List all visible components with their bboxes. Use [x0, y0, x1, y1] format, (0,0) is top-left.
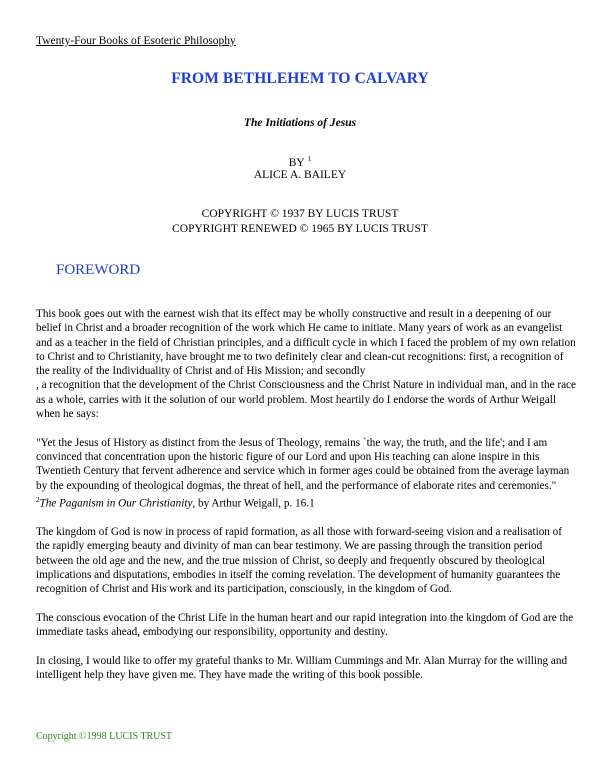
author-name: ALICE A. BAILEY	[253, 169, 347, 181]
quote-attribution: , by Arthur Weigall, p. 16.1	[192, 497, 315, 510]
copyright-line-2: COPYRIGHT RENEWED © 1965 BY LUCIS TRUST	[172, 223, 428, 235]
footnote-ref-1[interactable]: 1	[307, 155, 312, 163]
quote-book-title: The Paganism in Our Christianity	[39, 497, 193, 510]
footnote-ref-2[interactable]: 2	[36, 495, 40, 504]
paragraph-1	[36, 307, 576, 421]
footer-copyright: Copyright ©1998 LUCIS TRUST	[36, 731, 173, 742]
quote-paragraph	[36, 436, 576, 511]
paragraph-1a: This book goes out with the earnest wish that its effect may be wholly constructive and result in a deepening of our belief in Christ and a broader recognition of the work which He came to initiate. Many years of work as an evangelist and as a teacher in the field of Christian principles, and a difficult cycle in which I faced the problem of my own relation to Christ and to Christianity, have brought me to two definitely clear and clean-cut recognitions: first, a recognition of the reality of the Individuality of Christ and of His Mission; and secondly	[36, 308, 576, 378]
copyright-block	[0, 207, 600, 237]
paragraph-5: In closing, I would like to offer my grateful thanks to Mr. William Cummings and Mr. Alan Murray for the willing and intelligent help they have given me. They have made the writing of this book possible.	[36, 654, 568, 682]
paragraph-4: The conscious evocation of the Christ Life in the human heart and our rapid integration into the kingdom of God are the immediate tasks ahead, embodying our responsibility, opportunity and destiny.	[36, 611, 574, 639]
book-subtitle: The Initiations of Jesus	[243, 117, 357, 129]
by-label: BY	[288, 156, 305, 169]
foreword-body	[36, 307, 576, 697]
paragraph-3: The kingdom of God is now in process of rapid formation, as all those with forward-seeing vision and a realisation of the rapidly emerging beauty and divinity of man can bear testimony. We are passing through the transition period between the old age and the new, and the true mission of Christ, so deeply and frequently obscured by theological implications and disputations, embodies in itself the coming revelation. The development of humanity guarantees the recognition of Christ and His work and its participation, consciously, in the kingdom of God.	[36, 526, 563, 596]
by-line	[0, 155, 600, 169]
foreword-heading: FOREWORD	[56, 262, 141, 278]
copyright-line-1: COPYRIGHT © 1937 BY LUCIS TRUST	[201, 208, 399, 220]
book-title: FROM BETHLEHEM TO CALVARY	[171, 70, 429, 87]
series-header-link[interactable]: Twenty-Four Books of Esoteric Philosophy	[36, 35, 236, 47]
paragraph-1b: , a recognition that the development of the Christ Consciousness and the Christ Nature in individual man, and in the race as a whole, carries with it the solution of our world problem. Most heartily do I endorse the words of Arthur Weigall when he says:	[36, 379, 576, 421]
quote-text: "Yet the Jesus of History as distinct from the Jesus of Theology, remains `the way, the truth, and the life'; and I am convinced that concentration upon the historic figure of our Lord and upon His teaching can alone inspire in this Twentieth Century that fervent adherence and service which in former ages could be obtained from the average layman by the expounding of theological dogmas, the threat of hell, and the performance of elaborate rites and ceremonies."	[36, 436, 570, 492]
